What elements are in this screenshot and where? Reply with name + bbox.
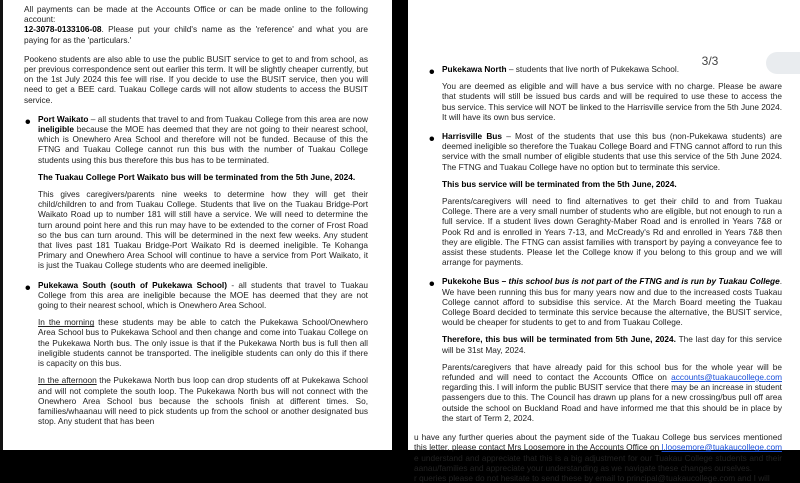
pookeno-paragraph: Pookeno students are also able to use the public BUSIT service to get to and from school, as per previous correspondence sent out earlier this term. It will be slightly cheaper currently, but on the 1st July 2024 this fee will rise. If you decide to use the BUSIT service, then you will need to get a BEE card. Tuakau College cards will not allow students to access the BUSIT service. <box>24 53 368 105</box>
port-waikato-heading: Port Waikato <box>38 113 89 124</box>
pukekohe-refund: Parents/caregivers that have already paid for this school bus for the whole year will be refunded and will need to contact the Accounts Office on accounts@tuakaucollege.com regarding this. I will inform the public BUSIT service that there may be an increase in student passengers due to this. The Council has drawn up plans for a new crossing/bus pull off area outside the school on Buckland Road and have informed me that this should be in place by the start of Term 2, 2024. <box>442 361 782 423</box>
bullet-icon: • <box>25 113 31 131</box>
closing-appreciation: e understand and appreciate that this is a big adjustment for our Tuakau College students and their aanau/families and appreciate your understanding as we navigate these changes ourselves. <box>414 452 782 473</box>
accounts-email-link[interactable]: accounts@tuakaucollege.com <box>671 372 782 383</box>
harrisville-detail: Parents/caregivers will need to find alternatives to get their child to and from Tuakau College. There are a very small number of students who are eligible, but not enough to run a full service. If a student lives down Geraghty-Maber Road and is enrolled in Years 7&8 or Pook Rd and is enrolled in Years 7-13, and McCready's Rd and enrolled in Years 7&8 then they are eligible. The FTNG can assist families with transport by paying a conveyance fee to assist these students. Please let the College know if you belong to this group and we will arrange for payments. <box>442 196 782 268</box>
port-waikato-section <box>24 114 368 271</box>
side-tab-handle[interactable] <box>766 52 800 74</box>
pukekawa-north-body: You are deemed as eligible and will have a bus service with no charge. Please be aware that students will still be issued bus cards and will be required to use these to access the bus service. This service will NOT be linked to the Harrisville service from the 5th June 2024. It will have its own bus service. <box>442 81 783 122</box>
pukekawa-north-section <box>428 64 782 81</box>
payment-account: 12-3078-0133106-08. Please put your child's name as the 'reference' and what you are paying for as the 'particulars.' <box>24 24 368 45</box>
pukekawa-north-heading: Pukekawa North <box>442 64 507 74</box>
harrisville-termination: This bus service will be terminated from the 5th June, 2024. <box>442 178 677 189</box>
pukekawa-south-paragraph: Pukekawa South (south of Pukekawa School) - all students that travel to Tuakau College from this area are ineligible because the MOE has deemed that they are not going to their nearest school, which is Onewhero Area School. <box>38 279 368 311</box>
pukekawa-south-morning: In the morning these students may be able to catch the Pukekawa School/Onewhero Area School bus to Pukekawa School and then change and come into Tuakau College on the Pukekawa North bus. The only issue is that if the Pukekawa North bus is full then all ineligible students cannot be transported. The ineligible students can only do this if there is capacity on this bus. <box>38 317 368 369</box>
pukekawa-north-heading-line: Pukekawa North – students that live north of Pukekawa School. <box>442 64 680 74</box>
harrisville-section <box>428 131 782 267</box>
pukekohe-paragraph: Pukekohe Bus – this school bus is not part of the FTNG and is run by Tuakau College. We have been running this bus for many years now and due to the increased costs Tuakau College cannot afford to subsidise this service. At the March Board meeting the Tuakau College Board decided to terminate this service because the alternative, the BUSIT service, would be cheaper for students to get to and from Tuakau College. <box>442 276 782 328</box>
bullet-icon: • <box>429 64 435 81</box>
loosemore-email-link[interactable]: l.loosemore@tuakaucollege.com <box>661 442 783 453</box>
bullet-icon: • <box>429 276 435 294</box>
pukekohe-section <box>428 276 782 423</box>
port-waikato-termination: The Tuakau College Port Waikato bus will be terminated from the 5th June, 2024. <box>38 171 356 182</box>
pukekohe-heading: Pukekohe Bus <box>442 276 500 287</box>
pukekawa-south-section <box>24 280 368 427</box>
closing-contact: r queries please do not hesitate to send these by email to principal@tuakaucollege.com and I will <box>414 472 770 483</box>
harrisville-heading: Harrisville Bus <box>442 131 502 142</box>
bullet-icon: • <box>25 279 31 297</box>
port-waikato-paragraph: Port Waikato – all students that travel to and from Tuakau College from this area are now ineligible because the MOE has deemed that they are not going to their nearest school, which is Onewhero Area School and therefore will not be funded. Because of this the FTNG and Tuakau College cannot run this bus with the number of Tuakau College students using this bus therefore this bus has to be terminated. <box>38 113 368 165</box>
letter-page-left <box>0 0 392 450</box>
page-indicator: 3/3 <box>692 52 728 70</box>
account-number: 12-3078-0133106-08 <box>24 24 102 35</box>
harrisville-paragraph: Harrisville Bus – Most of the students that use this bus (non-Pukekawa students) are deemed ineligible so therefore the Tuakau College Board and FTNG cannot afford to run this service with the small number of eligible students that use this service of the 5th June 2024. The FTNG and Tuakau College have no option but to terminate this service. <box>442 131 782 172</box>
closing-queries: u have any further queries about the payment side of the Tuakau College bus services mentioned this letter, please contact Mrs Loosemore in the Accounts Office on l.loosemore@tuakaucollege.com <box>414 432 783 453</box>
pukekawa-south-heading: Pukekawa South (south of Pukekawa School) <box>38 279 227 290</box>
port-waikato-detail: This gives caregivers/parents nine weeks to determine how they will get their child/children to and from Tuakau College. Students that live on the Tuakau Bridge-Port Waikato Road up to number 181 will still have a service. We will need to determine the turn around point here and this run may have to be extended to the corner of Frost Road so the bus can turn around. This will be determined in the next few weeks. Any student that lives past 181 Tuakau Bridge-Port Waikato Rd is deemed ineligible. Te Kohanga Primary and Onewhero Area School will continue to have a service from Port Waikato, it is just the Tuakau College students who are deemed ineligible. <box>38 189 368 271</box>
payment-intro: All payments can be made at the Accounts Office or can be made online to the following account: <box>24 4 368 25</box>
pukekawa-south-afternoon: In the afternoon the Pukekawa North bus loop can drop students off at Pukekawa School and will not complete the south loop. The Pukekawa North bus will not connect with the Onewhero Area School bus because the schools finish at different times. So, families/whaanau will need to pick students up from the school or another designated bus stop. Any student that has been <box>38 375 368 427</box>
bullet-icon: • <box>429 131 435 149</box>
pukekohe-termination: Therefore, this bus will be terminated from 5th June, 2024. The last day for this service will be 31st May, 2024. <box>442 334 782 355</box>
letter-page-right <box>408 0 800 483</box>
